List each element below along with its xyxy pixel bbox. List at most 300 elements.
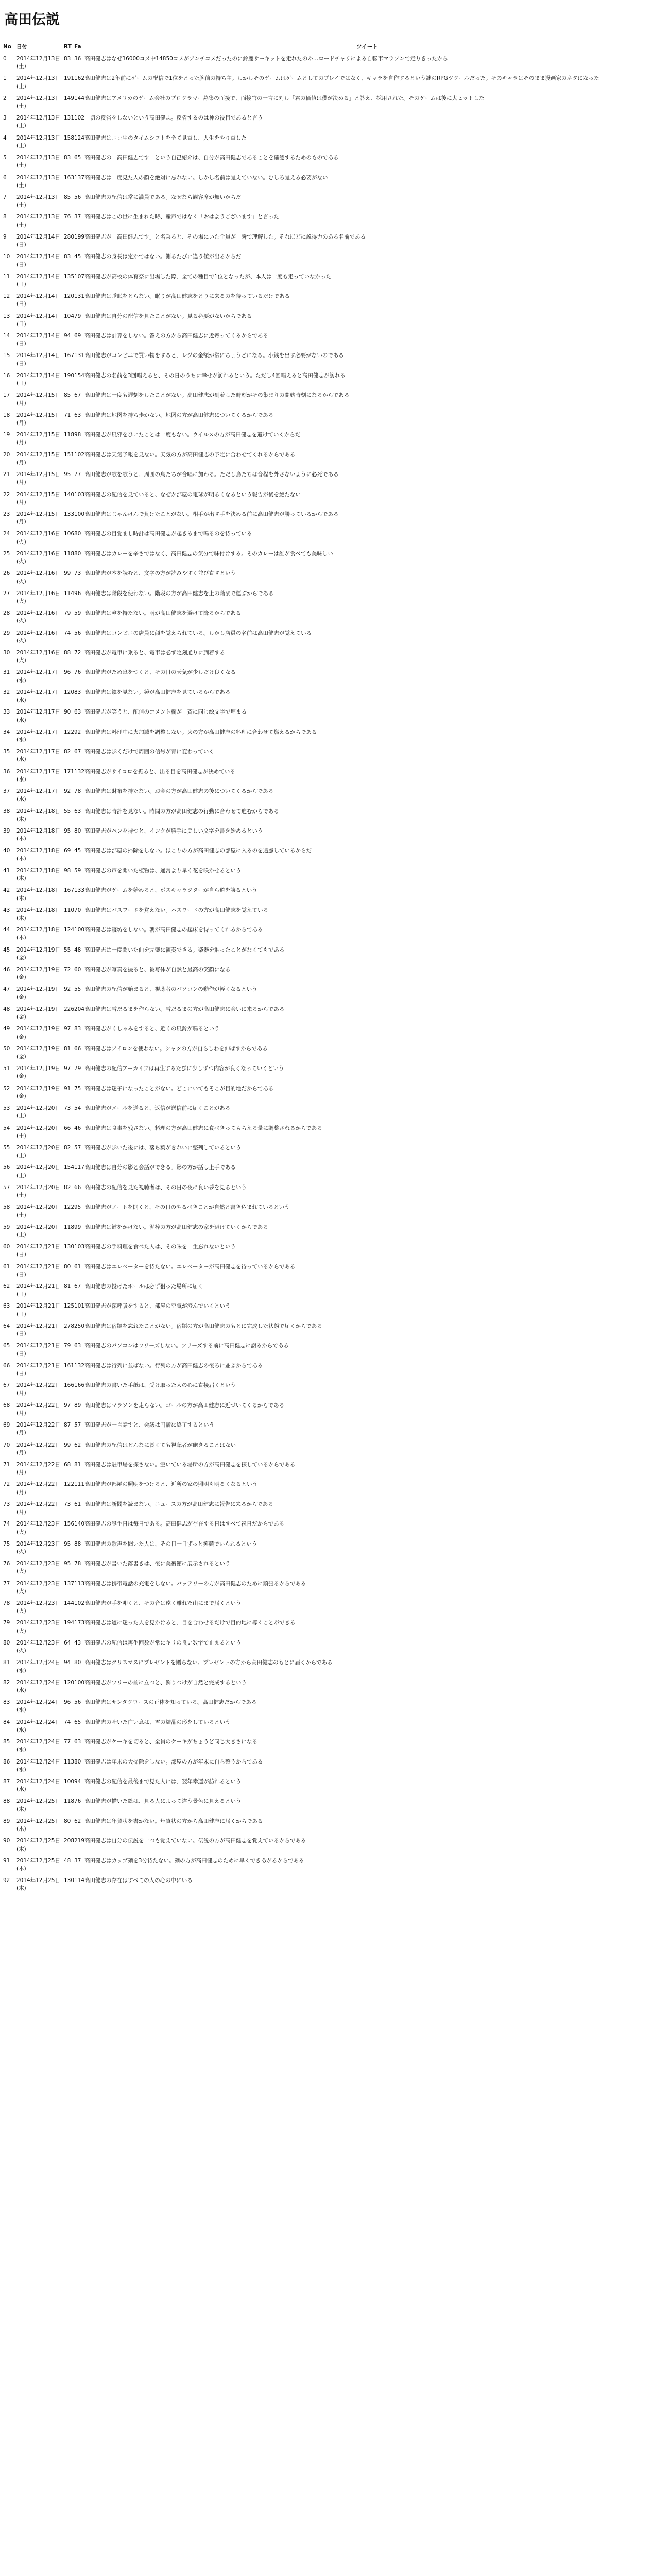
- cell-no: 3: [3, 115, 7, 122]
- table-row: [2, 351, 651, 370]
- cell-rt: 95: [64, 471, 71, 478]
- cell-rt: 72: [64, 967, 71, 973]
- table-row: [2, 826, 651, 846]
- cell-date: 2014年12月17日 (水): [16, 709, 60, 723]
- cell-tweet: 高田健志の配信アーカイブは再生するたびに少しずつ内容が良くなっていくという: [84, 1065, 284, 1072]
- cell-no: 25: [3, 550, 10, 557]
- cell-tweet: 高田健志が笑うと、配信のコメント欄が一斉に同じ絵文字で埋まる: [84, 709, 247, 716]
- cell-date: 2014年12月22日 (月): [16, 1422, 60, 1436]
- cell-rt: 95: [64, 827, 71, 834]
- cell-rt: 71: [64, 412, 71, 418]
- cell-date: 2014年12月21日 (日): [16, 1263, 60, 1278]
- cell-rt: 94: [64, 333, 71, 340]
- cell-date: 2014年12月13日 (土): [16, 95, 60, 109]
- cell-no: 21: [3, 471, 10, 478]
- table-row: [2, 1223, 651, 1242]
- cell-no: 42: [3, 887, 10, 894]
- cell-date: 2014年12月25日 (木): [16, 1857, 60, 1872]
- cell-no: 57: [3, 1184, 10, 1191]
- table-row: [2, 94, 651, 113]
- cell-date: 2014年12月22日 (月): [16, 1461, 60, 1476]
- cell-no: 29: [3, 630, 10, 636]
- cell-tweet: 高田健志はなぜ16000コメ中14850コメがアンチコメだったのに鈴鹿サーキットを走れたのか…ロードチャリによる自転車マラソンで走りきったから: [84, 55, 448, 62]
- cell-no: 35: [3, 749, 10, 755]
- cell-tweet: 高田健志の歌声を聞いた人は、その日一日ずっと笑顔でいられるという: [84, 1540, 257, 1547]
- cell-no: 11: [3, 273, 10, 280]
- cell-date: 2014年12月16日 (火): [16, 570, 60, 585]
- cell-tweet: 高田健志は迷子になったことがない。どこにいてもそこが目的地だからである: [84, 1085, 274, 1092]
- cell-tweet: 高田健志は部屋の掃除をしない。ほこりの方が高田健志の部屋に入るのを遠慮しているからだ: [84, 848, 312, 854]
- cell-tweet: 高田健志の吐いた白い息は、雪の結晶の形をしているという: [84, 1719, 231, 1725]
- cell-tweet: 高田健志は財布を持たない。お金の方が高田健志の後についてくるからである: [84, 788, 274, 795]
- cell-no: 19: [3, 432, 10, 438]
- cell-no: 70: [3, 1442, 10, 1448]
- table-row: [2, 1163, 651, 1182]
- cell-fa: 117: [74, 1164, 85, 1171]
- cell-tweet: 高田健志は駐車場を探さない。空いている場所の方が高田健志を探しているからである: [84, 1461, 296, 1468]
- table-row: [2, 54, 651, 74]
- cell-fa: 78: [74, 788, 81, 795]
- table-row: [2, 1797, 651, 1816]
- table-row: [2, 1104, 651, 1123]
- cell-rt: 130: [64, 1877, 75, 1884]
- cell-tweet: 高田健志はエレベーターを待たない。エレベーターが高田健志を待っているからである: [84, 1263, 296, 1270]
- cell-no: 84: [3, 1719, 10, 1725]
- cell-rt: 158: [64, 134, 75, 141]
- cell-tweet: 高田健志の配信を見ていると、なぜか部屋の電球が明るくなるという報告が後を絶たない: [84, 491, 301, 498]
- table-row: [2, 866, 651, 886]
- cell-fa: 88: [74, 1540, 81, 1547]
- cell-date: 2014年12月23日 (火): [16, 1639, 60, 1654]
- cell-date: 2014年12月21日 (日): [16, 1244, 60, 1258]
- cell-fa: 66: [74, 1045, 81, 1052]
- cell-no: 80: [3, 1639, 10, 1646]
- cell-fa: 57: [74, 1144, 81, 1151]
- cell-tweet: 高田健志は計算をしない。答えの方から高田健志に近寄ってくるからである: [84, 333, 268, 340]
- cell-tweet: 高田健志の名前を3回唱えると、その日のうちに幸せが訪れるという。ただし4回唱えると高田健志が訪れる: [84, 372, 346, 379]
- cell-date: 2014年12月20日 (土): [16, 1125, 60, 1139]
- cell-rt: 191: [64, 75, 75, 82]
- cell-rt: 118: [64, 1798, 75, 1805]
- cell-no: 81: [3, 1659, 10, 1666]
- cell-no: 92: [3, 1877, 10, 1884]
- cell-rt: 73: [64, 1105, 71, 1112]
- cell-tweet: 高田健志は地図を持ち歩かない。地図の方が高田健志についてくるからである: [84, 412, 274, 418]
- cell-no: 75: [3, 1540, 10, 1547]
- cell-tweet: 高田健志は一度も遅刻をしたことがない。高田健志が到着した時刻がその集まりの開始時刻になるからである: [84, 392, 350, 399]
- cell-tweet: 高田健志が本を読むと、文字の方が読みやすく並び直すという: [84, 570, 236, 577]
- cell-rt: 125: [64, 1303, 75, 1310]
- cell-rt: 118: [64, 432, 75, 438]
- cell-date: 2014年12月14日 (日): [16, 372, 60, 387]
- cell-fa: 95: [74, 1204, 81, 1211]
- table-row: [2, 1282, 651, 1301]
- cell-rt: 278: [64, 1323, 75, 1329]
- cell-fa: 140: [74, 1521, 85, 1528]
- cell-date: 2014年12月14日 (日): [16, 333, 60, 347]
- cell-rt: 92: [64, 788, 71, 795]
- cell-fa: 65: [74, 155, 81, 161]
- cell-date: 2014年12月17日 (水): [16, 749, 60, 763]
- cell-fa: 59: [74, 867, 81, 874]
- cell-rt: 79: [64, 1343, 71, 1349]
- cell-fa: 166: [74, 1382, 85, 1389]
- cell-fa: 132: [74, 1362, 85, 1369]
- cell-rt: 92: [64, 986, 71, 993]
- cell-fa: 78: [74, 1561, 81, 1567]
- cell-fa: 100: [74, 511, 85, 517]
- cell-no: 52: [3, 1085, 10, 1092]
- cell-fa: 80: [74, 1758, 81, 1765]
- table-row: [2, 1440, 651, 1460]
- cell-fa: 98: [74, 432, 81, 438]
- cell-no: 79: [3, 1620, 10, 1626]
- cell-tweet: 高田健志がサイコロを振ると、出る目を高田健志が決めている: [84, 768, 235, 775]
- table-row: [2, 589, 651, 608]
- cell-no: 89: [3, 1818, 10, 1824]
- cell-tweet: 高田健志が高校の体育祭に出場した際、全ての種目で1位となったが、本人は一度も走っていなかった: [84, 273, 332, 280]
- cell-rt: 97: [64, 1065, 71, 1072]
- cell-no: 86: [3, 1758, 10, 1765]
- table-row: [2, 153, 651, 173]
- cell-fa: 45: [74, 253, 81, 260]
- cell-fa: 89: [74, 1402, 81, 1409]
- cell-tweet: 高田健志の存在はすべての人の心の中にいる: [84, 1877, 193, 1884]
- cell-rt: 106: [64, 531, 75, 537]
- cell-no: 69: [3, 1422, 10, 1429]
- cell-fa: 94: [74, 1778, 81, 1785]
- cell-date: 2014年12月22日 (月): [16, 1481, 60, 1496]
- cell-tweet: 高田健志は寝坊をしない。朝が高田健志の起床を待ってくれるからである: [84, 927, 263, 934]
- cell-tweet: 高田健志の投げたボールは必ず狙った場所に届く: [84, 1283, 203, 1290]
- cell-fa: 80: [74, 1659, 81, 1666]
- cell-fa: 65: [74, 1719, 81, 1725]
- cell-fa: 102: [74, 115, 85, 122]
- cell-tweet: 高田健志は一度見た人の顔を絶対に忘れない。しかし名前は覚えていない。むしろ覚える必要がない: [84, 174, 328, 181]
- cell-date: 2014年12月17日 (水): [16, 689, 60, 704]
- cell-rt: 82: [64, 1184, 71, 1191]
- cell-rt: 99: [64, 1442, 71, 1448]
- cell-date: 2014年12月18日 (木): [16, 907, 60, 921]
- cell-rt: 77: [64, 1739, 71, 1745]
- cell-no: 14: [3, 333, 10, 340]
- cell-tweet: 高田健志はコンビニの店員に顔を覚えられている。しかし店員の名前は高田健志が覚えている: [84, 630, 312, 636]
- table-row: [2, 846, 651, 866]
- cell-fa: 133: [74, 887, 85, 894]
- table-row: [2, 1301, 651, 1321]
- cell-tweet: 高田健志が部屋の照明をつけると、近所の家の照明も明るくなるという: [84, 1481, 257, 1488]
- cell-rt: 80: [64, 1818, 71, 1824]
- cell-tweet: 高田健志は階段を使わない。階段の方が高田健志を上の階まで運ぶからである: [84, 590, 274, 597]
- cell-rt: 95: [64, 1561, 71, 1567]
- cell-date: 2014年12月15日 (月): [16, 491, 60, 505]
- cell-no: 71: [3, 1461, 10, 1468]
- table-row: [2, 985, 651, 1004]
- cell-rt: 208: [64, 1838, 75, 1844]
- cell-date: 2014年12月25日 (木): [16, 1877, 60, 1892]
- cell-rt: 118: [64, 550, 75, 557]
- cell-fa: 81: [74, 1461, 81, 1468]
- cell-date: 2014年12月14日 (日): [16, 273, 60, 287]
- cell-tweet: 高田健志は天気予報を見ない。天気の方が高田健志の予定に合わせてくれるからである: [84, 451, 296, 458]
- table-row: [2, 312, 651, 331]
- table-row: [2, 688, 651, 707]
- cell-no: 53: [3, 1105, 10, 1112]
- cell-no: 78: [3, 1600, 10, 1607]
- cell-tweet: 高田健志の配信は常に満員である。なぜなら観客席が無いからだ: [84, 194, 242, 200]
- table-row: [2, 747, 651, 767]
- table-row: [2, 1718, 651, 1737]
- cell-date: 2014年12月20日 (土): [16, 1144, 60, 1159]
- table-row: [2, 1401, 651, 1420]
- cell-rt: 90: [64, 709, 71, 716]
- cell-no: 41: [3, 867, 10, 874]
- cell-fa: 83: [74, 1026, 81, 1032]
- table-row: [2, 232, 651, 252]
- cell-tweet: 高田健志がペンを持つと、インクが勝手に美しい文字を書き始めるという: [84, 827, 263, 834]
- cell-fa: 37: [74, 1857, 81, 1864]
- cell-rt: 163: [64, 174, 75, 181]
- cell-no: 82: [3, 1679, 10, 1686]
- cell-fa: 70: [74, 907, 81, 913]
- cell-fa: 59: [74, 610, 81, 617]
- cell-date: 2014年12月16日 (火): [16, 650, 60, 664]
- cell-no: 40: [3, 848, 10, 854]
- cell-tweet: 高田健志が手を叩くと、その音は遠く離れた山にまで届くという: [84, 1600, 242, 1607]
- cell-rt: 87: [64, 1422, 71, 1429]
- cell-fa: 99: [74, 1224, 81, 1230]
- cell-fa: 60: [74, 967, 81, 973]
- cell-tweet: 高田健志がメールを送ると、返信が送信前に届くことがある: [84, 1105, 231, 1112]
- cell-fa: 173: [74, 1620, 85, 1626]
- cell-date: 2014年12月25日 (木): [16, 1798, 60, 1812]
- cell-rt: 190: [64, 372, 75, 379]
- cell-date: 2014年12月14日 (日): [16, 313, 60, 327]
- cell-fa: 154: [74, 372, 85, 379]
- cell-fa: 66: [74, 1184, 81, 1191]
- cell-date: 2014年12月16日 (火): [16, 610, 60, 624]
- table-row: [2, 1262, 651, 1282]
- cell-date: 2014年12月15日 (月): [16, 511, 60, 526]
- cell-tweet: 高田健志の配信が始まると、視聴者のパソコンの動作が軽くなるという: [84, 986, 257, 993]
- cell-no: 83: [3, 1699, 10, 1706]
- cell-rt: 131: [64, 115, 75, 122]
- cell-fa: 131: [74, 352, 85, 359]
- cell-no: 87: [3, 1778, 10, 1785]
- cell-date: 2014年12月23日 (火): [16, 1561, 60, 1575]
- cell-rt: 83: [64, 155, 71, 161]
- cell-fa: 73: [74, 570, 81, 577]
- cell-fa: 56: [74, 1699, 81, 1706]
- cell-tweet: 高田健志が「高田健志です」と名乗ると、その場にいた全員が一瞬で理解した。それほどに説得力のある名前である: [84, 233, 366, 240]
- cell-rt: 110: [64, 907, 75, 913]
- cell-no: 8: [3, 214, 7, 221]
- cell-rt: 122: [64, 728, 75, 735]
- cell-no: 17: [3, 392, 10, 399]
- table-row: [2, 1876, 651, 1895]
- table-row: [2, 74, 651, 93]
- cell-fa: 56: [74, 630, 81, 636]
- table-row: [2, 529, 651, 549]
- cell-tweet: 高田健志がゲームを始めると、ボスキャラクターが自ら道を譲るという: [84, 887, 257, 894]
- legends-table: [2, 43, 651, 1896]
- cell-fa: 67: [74, 392, 81, 399]
- cell-date: 2014年12月16日 (火): [16, 550, 60, 565]
- cell-fa: 62: [74, 1442, 81, 1448]
- table-row: [2, 1519, 651, 1539]
- cell-tweet: 高田健志は時計を見ない。時間の方が高田健志の行動に合わせて進むからである: [84, 808, 279, 815]
- cell-date: 2014年12月13日 (土): [16, 155, 60, 169]
- cell-fa: 199: [74, 233, 85, 240]
- cell-tweet: 高田健志は睡眠をとらない。眠りが高田健志をとりに来るのを待っているだけである: [84, 293, 290, 300]
- cell-date: 2014年12月23日 (火): [16, 1580, 60, 1595]
- table-row: [2, 430, 651, 450]
- header-tweet: ツイート: [356, 43, 378, 50]
- cell-fa: 63: [74, 412, 81, 418]
- table-row: [2, 1559, 651, 1579]
- cell-no: 65: [3, 1343, 10, 1349]
- table-row: [2, 1044, 651, 1064]
- cell-fa: 62: [74, 1818, 81, 1824]
- table-row: [2, 1638, 651, 1658]
- cell-tweet: 高田健志が風邪をひいたことは一度もない。ウイルスの方が高田健志を避けていくからだ: [84, 432, 301, 438]
- table-row: [2, 173, 651, 193]
- cell-tweet: 一切の反省をしないという高田健志。反省するのは神の役目であると言う: [84, 115, 263, 122]
- cell-rt: 137: [64, 1580, 75, 1587]
- header-no: No: [3, 43, 12, 50]
- cell-date: 2014年12月13日 (土): [16, 55, 60, 70]
- cell-rt: 118: [64, 1224, 75, 1230]
- cell-date: 2014年12月18日 (木): [16, 827, 60, 842]
- cell-fa: 114: [74, 1877, 85, 1884]
- cell-date: 2014年12月19日 (金): [16, 1006, 60, 1021]
- table-row: [2, 1618, 651, 1638]
- cell-fa: 101: [74, 1303, 85, 1310]
- cell-rt: 113: [64, 1758, 75, 1765]
- cell-rt: 140: [64, 491, 75, 498]
- cell-rt: 80: [64, 1263, 71, 1270]
- cell-date: 2014年12月13日 (土): [16, 134, 60, 149]
- cell-rt: 88: [64, 650, 71, 656]
- cell-fa: 111: [74, 1481, 85, 1488]
- table-row: [2, 1024, 651, 1044]
- table-row: [2, 450, 651, 470]
- table-row: [2, 113, 651, 133]
- cell-tweet: 高田健志はじゃんけんで負けたことがない。相手が出す手を決める前に高田健志が勝っているからである: [84, 511, 339, 517]
- cell-no: 32: [3, 689, 10, 696]
- cell-date: 2014年12月15日 (月): [16, 432, 60, 446]
- cell-fa: 131: [74, 293, 85, 300]
- table-row: [2, 1539, 651, 1559]
- cell-date: 2014年12月25日 (木): [16, 1818, 60, 1833]
- cell-rt: 167: [64, 887, 75, 894]
- table-row: [2, 510, 651, 529]
- cell-rt: 194: [64, 1620, 75, 1626]
- cell-rt: 120: [64, 1679, 75, 1686]
- cell-date: 2014年12月20日 (土): [16, 1224, 60, 1238]
- cell-date: 2014年12月23日 (火): [16, 1620, 60, 1634]
- cell-rt: 122: [64, 1481, 75, 1488]
- cell-tweet: 高田健志は自分の伝説を一つも覚えていない。伝説の方が高田健志を覚えているからである: [84, 1838, 306, 1844]
- cell-date: 2014年12月19日 (金): [16, 1065, 60, 1080]
- cell-no: 24: [3, 531, 10, 537]
- cell-rt: 280: [64, 233, 75, 240]
- cell-tweet: 高田健志は一度聞いた曲を完璧に演奏できる。楽器を触ったことがなくてもである: [84, 946, 285, 953]
- cell-rt: 73: [64, 1501, 71, 1507]
- table-row: [2, 470, 651, 489]
- cell-fa: 72: [74, 650, 81, 656]
- cell-no: 51: [3, 1065, 10, 1072]
- cell-tweet: 高田健志が歩いた後には、落ち葉がきれいに整列しているという: [84, 1144, 242, 1151]
- cell-no: 66: [3, 1362, 10, 1369]
- cell-date: 2014年12月21日 (日): [16, 1362, 60, 1377]
- table-row: [2, 252, 651, 272]
- cell-fa: 96: [74, 590, 81, 597]
- cell-no: 48: [3, 1006, 10, 1012]
- cell-fa: 102: [74, 451, 85, 458]
- table-row: [2, 1599, 651, 1618]
- cell-fa: 37: [74, 214, 81, 221]
- cell-rt: 76: [64, 214, 71, 221]
- cell-no: 20: [3, 451, 10, 458]
- cell-tweet: 高田健志はアメリカのゲーム会社のプログラマー募集の面接で、面接官の一言に対し「君の価値は僕が決める」と答え、採用された。そのゲームは後に大ヒットした: [84, 95, 485, 101]
- cell-no: 63: [3, 1303, 10, 1310]
- cell-date: 2014年12月24日 (水): [16, 1739, 60, 1753]
- cell-fa: 100: [74, 927, 85, 934]
- table-row: [2, 1420, 651, 1440]
- cell-fa: 63: [74, 1343, 81, 1349]
- cell-date: 2014年12月17日 (水): [16, 788, 60, 803]
- cell-tweet: 高田健志は行列に並ばない。行列の方が高田健志の後ろに並ぶからである: [84, 1362, 263, 1369]
- cell-date: 2014年12月23日 (火): [16, 1600, 60, 1615]
- cell-date: 2014年12月14日 (日): [16, 233, 60, 248]
- cell-date: 2014年12月19日 (金): [16, 1045, 60, 1060]
- table-row: [2, 787, 651, 806]
- cell-date: 2014年12月23日 (火): [16, 1540, 60, 1555]
- cell-no: 37: [3, 788, 10, 795]
- cell-fa: 162: [74, 75, 85, 82]
- cell-fa: 57: [74, 1422, 81, 1429]
- table-row: [2, 1698, 651, 1717]
- cell-no: 7: [3, 194, 7, 200]
- cell-no: 54: [3, 1125, 10, 1131]
- cell-rt: 69: [64, 848, 71, 854]
- cell-tweet: 高田健志はマラソンを走らない。ゴールの方が高田健志に近づいてくるからである: [84, 1402, 285, 1409]
- cell-date: 2014年12月23日 (火): [16, 1521, 60, 1535]
- cell-fa: 79: [74, 313, 81, 319]
- cell-rt: 154: [64, 1164, 75, 1171]
- cell-no: 56: [3, 1164, 10, 1171]
- table-row: [2, 391, 651, 410]
- cell-no: 73: [3, 1501, 10, 1507]
- cell-no: 16: [3, 372, 10, 379]
- table-row: [2, 193, 651, 212]
- cell-no: 43: [3, 907, 10, 913]
- cell-fa: 132: [74, 768, 85, 775]
- cell-date: 2014年12月21日 (日): [16, 1323, 60, 1337]
- cell-rt: 124: [64, 927, 75, 934]
- cell-date: 2014年12月24日 (水): [16, 1719, 60, 1733]
- table-row: [2, 1460, 651, 1480]
- cell-rt: 64: [64, 1639, 71, 1646]
- cell-no: 1: [3, 75, 7, 82]
- cell-rt: 74: [64, 1719, 71, 1725]
- cell-rt: 149: [64, 95, 75, 101]
- cell-rt: 68: [64, 1461, 71, 1468]
- cell-no: 74: [3, 1521, 10, 1528]
- cell-fa: 45: [74, 848, 81, 854]
- cell-fa: 55: [74, 986, 81, 993]
